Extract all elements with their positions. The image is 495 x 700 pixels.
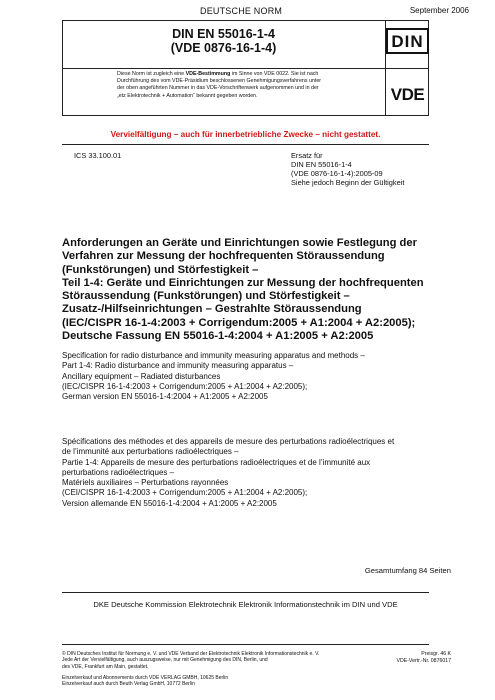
price-info — [371, 651, 451, 665]
title-box-divider-horizontal — [62, 68, 429, 69]
ersatz-line3: (VDE 0876-16-1-4):2005-09 — [291, 169, 383, 178]
title-en-line: Part 1-4: Radio disturbance and immunity measuring apparatus – — [62, 361, 294, 371]
title-en-line: (IEC/CISPR 16-1-4:2003 + Corrigendum:2005 + A1:2004 + A2:2005); — [62, 381, 308, 391]
title-de-line: Verfahren zur Messung der hochfrequenten Störaussendung — [62, 250, 385, 263]
vde-notice — [117, 71, 381, 100]
title-de-line: Störaussendung (Funkstörungen) und Störfestigkeit – — [62, 290, 350, 303]
sales-info — [62, 675, 362, 688]
header-standard-type: DEUTSCHE NORM — [200, 6, 283, 16]
divider — [62, 592, 429, 593]
din-number: DIN EN 55016-1-4 — [172, 27, 275, 41]
title-de-line: Teil 1-4: Geräte und Einrichtungen zur Messung der hochfrequenten — [62, 276, 424, 289]
notice-line4: „etz Elektrotechnik + Automation“ bekannt gegeben worden. — [117, 92, 258, 99]
ics-code: ICS 33.100.01 — [74, 151, 122, 160]
copyright-line: © DIN Deutsches Institut für Normung e. V. und VDE Verband der Elektrotechnik Elektronik Informationstechnik e. V. — [62, 651, 320, 657]
notice-line2: Durchführung des vom VDE-Präsidium beschlossenen Genehmigungsverfahrens unter — [117, 78, 322, 85]
title-en-line: Ancillary equipment – Radiated disturbances — [62, 371, 221, 381]
vde-contract-number: VDE-Vertr.-Nr. 0876017 — [396, 658, 451, 664]
ersatz-line4: Siehe jedoch Beginn der Gültigkeit — [291, 178, 405, 187]
notice-line1-rest: im Sinne von VDE 0022. Sie ist nach — [230, 71, 319, 77]
title-fr-line: Partie 1-4: Appareils de mesure des perturbations radioélectriques et de l’immunité aux — [62, 457, 371, 467]
dke-statement: DKE Deutsche Kommission Elektrotechnik Elektronik Informationstechnik im DIN und VDE — [93, 600, 398, 609]
notice-prefix: Diese Norm ist zugleich eine — [117, 71, 186, 77]
reproduction-notice: Vervielfältigung – auch für innerbetriebliche Zwecke – nicht gestattet. — [110, 130, 381, 139]
title-en-line: German version EN 55016-1-4:2004 + A1:2005 + A2:2005 — [62, 392, 268, 402]
notice-bold: VDE-Bestimmung — [185, 71, 231, 77]
copyright-notice — [62, 651, 362, 670]
title-english — [62, 351, 442, 402]
header-date: September 2006 — [409, 6, 469, 15]
title-de-line: (Funkstörungen) und Störfestigkeit – — [62, 263, 259, 276]
ersatz-line1: Ersatz für — [291, 151, 323, 160]
vde-logo: VDE — [390, 85, 425, 104]
title-german — [62, 237, 442, 343]
title-de-line: Anforderungen an Geräte und Einrichtungen sowie Festlegung der — [62, 237, 417, 249]
notice-line3: der oben angeführten Nummer in das VDE-Vorschriftenwerk aufgenommen und in der — [117, 85, 319, 92]
page-count: Gesamtumfang 84 Seiten — [364, 566, 451, 575]
title-de-line: Deutsche Fassung EN 55016-1-4:2004 + A1:2005 + A2:2005 — [62, 330, 374, 343]
title-de-line: Zusatz-/Hilfseinrichtungen – Gestrahlte Störaussendung — [62, 303, 362, 316]
divider — [62, 144, 429, 145]
copyright-line: Jede Art der Vervielfältigung, auch auszugsweise, nur mit Genehmigung des DIN, Berlin, und — [62, 657, 268, 664]
title-fr-line: Spécifications des méthodes et des appareils de mesure des perturbations radioélectriques et — [62, 437, 395, 446]
ersatz-line2: DIN EN 55016-1-4 — [291, 160, 352, 169]
title-fr-line: (CEI/CISPR 16-1-4:2003 + Corrigendum:2005 + A1:2004 + A2:2005); — [62, 488, 308, 498]
divider — [62, 644, 429, 645]
title-de-line: (IEC/CISPR 16-1-4:2003 + Corrigendum:2005 + A1:2004 + A2:2005); — [62, 316, 416, 329]
vde-number: (VDE 0876-16-1-4) — [170, 41, 277, 55]
replacement-info — [291, 151, 404, 187]
din-logo-text: DIN — [386, 28, 428, 54]
title-fr-line: Version allemande EN 55016-1-4:2004 + A1:2005 + A2:2005 — [62, 498, 277, 508]
title-fr-line: Matériels auxiliaires – Perturbations rayonnées — [62, 478, 229, 488]
price-group: Preisgr. 46 K — [421, 651, 451, 657]
copyright-line: des VDE, Frankfurt am Main, gestattet. — [62, 663, 149, 670]
title-en-line: Specification for radio disturbance and immunity measuring apparatus and methods – — [62, 351, 365, 360]
title-fr-line: de l’immunité aux perturbations radioélectriques – — [62, 447, 239, 457]
standard-number — [62, 27, 385, 55]
title-fr-line: perturbations radioélectriques – — [62, 467, 175, 477]
din-logo — [386, 28, 429, 54]
sales-line: Einzelverkauf und Abonnements durch VDE VERLAG GMBH, 10625 Berlin — [62, 675, 229, 681]
sales-line: Einzelverkauf auch durch Beuth Verlag GmbH, 10772 Berlin — [62, 681, 195, 688]
title-french — [62, 437, 442, 509]
